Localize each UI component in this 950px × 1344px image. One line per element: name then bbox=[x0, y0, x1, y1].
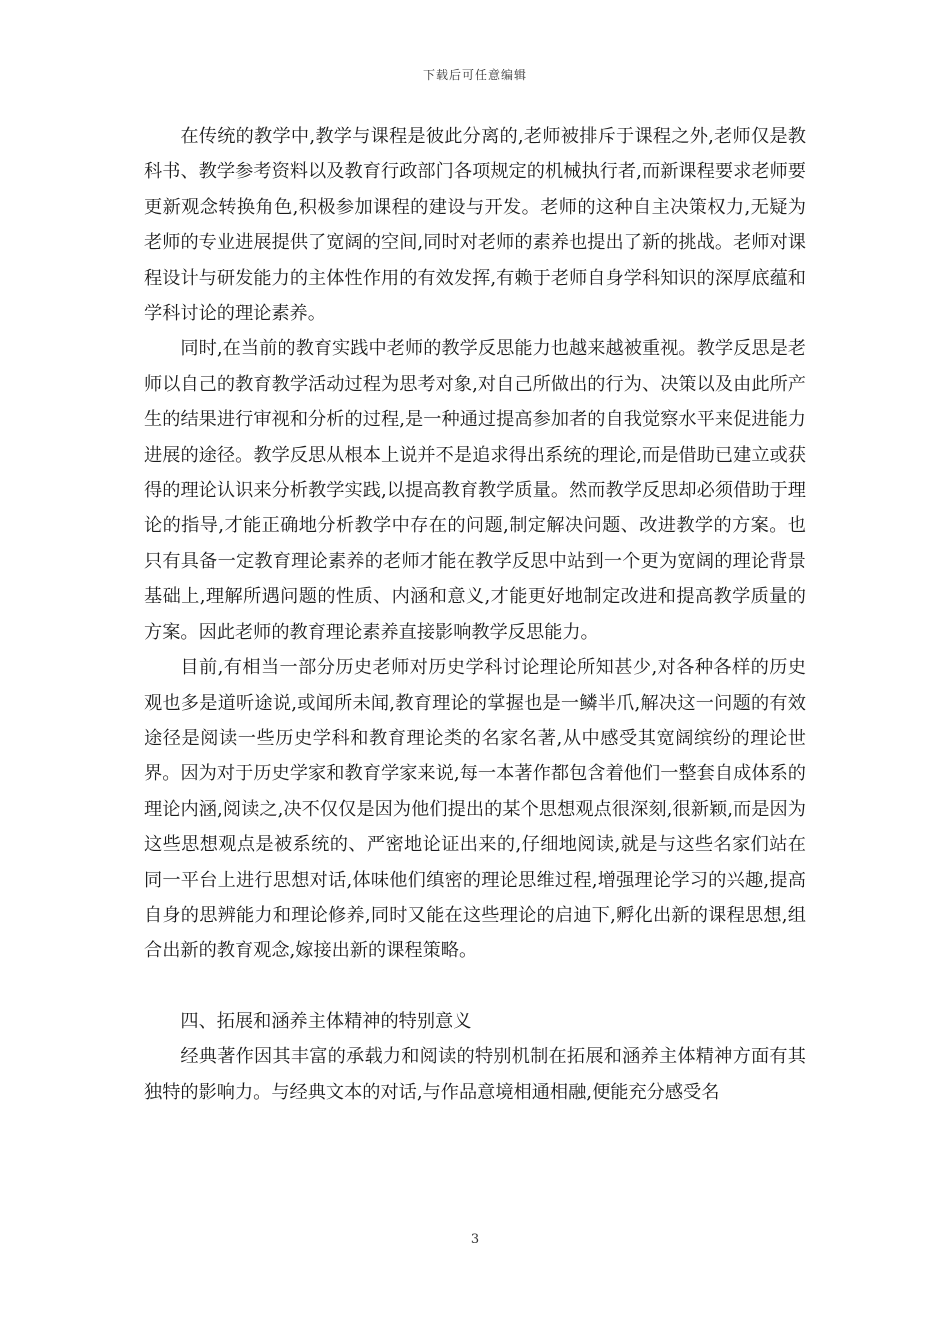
page-number: 3 bbox=[470, 1232, 480, 1247]
paragraph-1: 在传统的教学中,教学与课程是彼此分离的,老师被排斥于课程之外,老师仅是教科书、教学参考资料以及教育行政部门各项规定的机械执行者,而新课程要求老师要更新观念转换角色,积极参加课程的建设与开发。老师的这种自主决策权力,无疑为老师的专业进展提供了宽阔的空间,同时对老师的素养也提出了新的挑战。老师对课程设计与研发能力的主体性作用的有效发挥,有赖于老师自身学科知识的深厚底蕴和学科讨论的理论素养。 bbox=[144, 126, 806, 325]
section-heading: 四、拓展和涵养主体精神的特别意义 bbox=[180, 1010, 472, 1032]
document-body bbox=[144, 119, 806, 1110]
paragraph-2: 同时,在当前的教育实践中老师的教学反思能力也越来越被重视。教学反思是老师以自己的教育教学活动过程为思考对象,对自己所做出的行为、决策以及由此所产生的结果进行审视和分析的过程,是一种通过提高参加者的自我觉察水平来促进能力进展的途径。教学反思从根本上说并不是追求得出系统的理论,而是借助已建立或获得的理论认识来分析教学实践,以提高教育教学质量。然而教学反思却必须借助于理论的指导,才能正确地分析教学中存在的问题,制定解决问题、改进教学的方案。也只有具备一定教育理论素养的老师才能在教学反思中站到一个更为宽阔的理论背景基础上,理解所遇问题的性质、内涵和意义,才能更好地制定改进和提高教学质量的方案。因此老师的教育理论素养直接影响教学反思能力。 bbox=[144, 338, 806, 643]
paragraph-3: 目前,有相当一部分历史老师对历史学科讨论理论所知甚少,对各种各样的历史观也多是道听途说,或闻所未闻,教育理论的掌握也是一鳞半爪,解决这一问题的有效途径是阅读一些历史学科和教育理论类的名家名著,从中感受其宽阔缤纷的理论世界。因为对于历史学家和教育学家来说,每一本著作都包含着他们一整套自成体系的理论内涵,阅读之,决不仅仅是因为他们提出的某个思想观点很深刻,很新颖,而是因为这些思想观点是被系统的、严密地论证出来的,仔细地阅读,就是与这些名家们站在同一平台上进行思想对话,体味他们缜密的理论思维过程,增强理论学习的兴趣,提高自身的思辨能力和理论修养,同时又能在这些理论的启迪下,孵化出新的课程思想,组合出新的教育观念,嫁接出新的课程策略。 bbox=[144, 657, 806, 962]
page-header: 下载后可任意编辑 bbox=[422, 68, 527, 82]
section-paragraph: 经典著作因其丰富的承载力和阅读的特别机制在拓展和涵养主体精神方面有其独特的影响力。与经典文本的对话,与作品意境相通相融,便能充分感受名 bbox=[144, 1046, 806, 1103]
